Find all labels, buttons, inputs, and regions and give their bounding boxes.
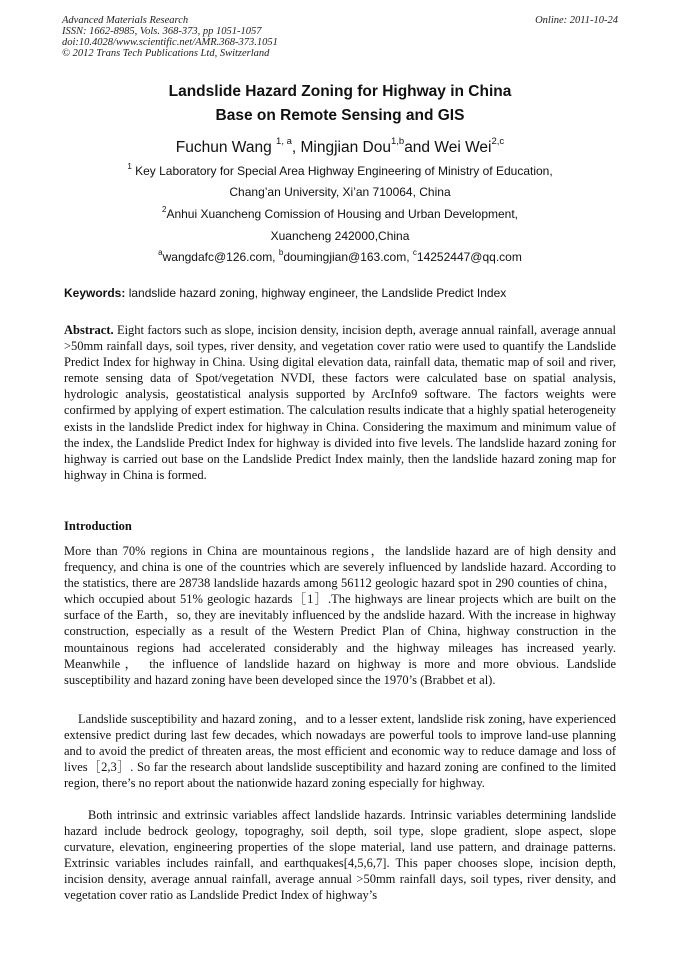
author-1-name: Fuchun Wang xyxy=(175,139,277,156)
email-c: 14252447@qq.com xyxy=(416,250,522,264)
affiliation-1-text: Key Laboratory for Special Area Highway Engineering of Ministry of Education, xyxy=(131,164,553,178)
author-2-affiliation-marker: 1,b xyxy=(390,136,405,147)
affiliation-2-marker: 2 xyxy=(162,205,167,214)
journal-name: Advanced Materials Research xyxy=(62,15,189,26)
email-b: doumingjian@163.com, xyxy=(283,250,413,264)
title-line-2: Base on Remote Sensing and GIS xyxy=(215,107,465,124)
author-list xyxy=(62,136,618,160)
journal-doi: doi:10.4028/www.scientific.net/AMR.368-373.1051 xyxy=(62,37,278,48)
keywords-label: Keywords: xyxy=(64,286,126,300)
email-a: wangdafc@126.com, xyxy=(162,250,279,264)
introduction-heading: Introduction xyxy=(64,519,132,533)
journal-header xyxy=(62,15,618,59)
affiliation-2-line-1 xyxy=(62,204,618,225)
abstract-label: Abstract. xyxy=(64,323,114,337)
title-line-1: Landslide Hazard Zoning for Highway in China xyxy=(168,83,512,100)
affiliation-1-marker: 1 xyxy=(127,162,132,171)
author-3-name: and Wei Wei xyxy=(404,139,492,156)
introduction-paragraph-3: Both intrinsic and extrinsic variables affect landslide hazards. Intrinsic variables determining landslide hazard include bedrock geology, topograghy, soil depth, soil type, slope gradient, slope aspect, slope curvature, elevation, engineering properties of the slope material, land use pattern, and drainage patterns. Extrinsic variables includes rainfall, and earthquakes[4,5,6,7]. This paper chooses slope, incision depth, incision density, average annual rainfall, average annual >50mm rainfall days, soil types, river density, and vegetation cover ratio as Landslide Predict Index of highway’s xyxy=(64,808,616,903)
author-1-affiliation-marker: 1, a xyxy=(276,136,292,147)
author-3-affiliation-marker: 2,c xyxy=(491,136,505,147)
author-2-name: , Mingjian Dou xyxy=(291,139,391,156)
abstract-text: Eight factors such as slope, incision density, incision depth, average annual rainfall, average annual >50mm rainfall days, soil types, river density, and vegetation cover ratio were used to quantify the Landslide Predict Index for highway in China. Using digital elevation data, rainfall data, thematic map of soil and river, remote sensing data of Spot/vegetation NVDI, these factors were calculated base on spatial analysis, hydrologic analysis, geostatistical analysis supported by ArcInfo9 software. The factors weights were confirmed by applying of expert estimation. The calculation results indicate that a highly spatial heterogeneity exists in the landslide Predict index for highway in China. Considering the maximum and minimum value of the index, the Landslide Predict Index for highway is divided into five levels. The landslide hazard zoning for highway is carried out base on the Landslide Predict Index mainly, then the landslide hazard zoning map for highway in China is formed. xyxy=(64,323,616,482)
abstract-paragraph xyxy=(64,322,616,483)
introduction-paragraph-1: More than 70% regions in China are mountainous regions，the landslide hazard are of high density and frequency, and china is one of the countries which are severely influenced by landslide hazard. According to the statistics, there are 28738 landslide hazards among 56112 geologic hazard spot in 290 counties of china，which occupied about 51% geologic hazards［1］.The highways are linear projects which are built on the surface of the Earth，so, they are inevitably influenced by the andslide hazard. With the increase in highway construction, especially as a result of the Western Predict Plan of China, highway construction in the mountainous regions had accelerated considerably and the highway mileages has increased yearly. Meanwhile， the influence of landslide hazard on highway is more and more obvious. Landslide susceptibility and hazard zoning have been developed since the 1970’s (Brabbet et al). xyxy=(64,544,616,687)
journal-copyright: © 2012 Trans Tech Publications Ltd, Switzerland xyxy=(62,48,270,59)
affiliation-2-line-2: Xuancheng 242000,China xyxy=(270,229,410,243)
affiliation-1-line-1 xyxy=(62,161,618,182)
email-a-marker: a xyxy=(158,248,163,257)
paper-title xyxy=(62,80,618,128)
keywords-text: landslide hazard zoning, highway engineer, the Landslide Predict Index xyxy=(125,286,507,300)
journal-issn: ISSN: 1662-8985, Vols. 368-373, pp 1051-1057 xyxy=(62,26,262,37)
email-c-marker: c xyxy=(412,248,417,257)
affiliation-1-line-2: Chang’an University, Xi’an 710064, China xyxy=(229,185,451,199)
email-b-marker: b xyxy=(278,248,284,257)
keywords-section xyxy=(64,284,616,302)
author-emails xyxy=(62,247,618,268)
online-date: Online: 2011-10-24 xyxy=(535,15,618,26)
introduction-paragraph-2: Landslide susceptibility and hazard zoning，and to a lesser extent, landslide risk zoning, have experienced extensive predict during last few decades, which nowadays are powerful tools to improve land-use planning and to avoid the predict of threaten areas, the most efficient and economic way to reduce damage and loss of lives［2,3］. So far the research about landslide susceptibility and hazard zoning are confined to the limited region, there’s no report about the nationwide hazard zoning especially for highway. xyxy=(64,712,616,791)
affiliation-2-text: Anhui Xuancheng Comission of Housing and Urban Development, xyxy=(166,207,518,221)
